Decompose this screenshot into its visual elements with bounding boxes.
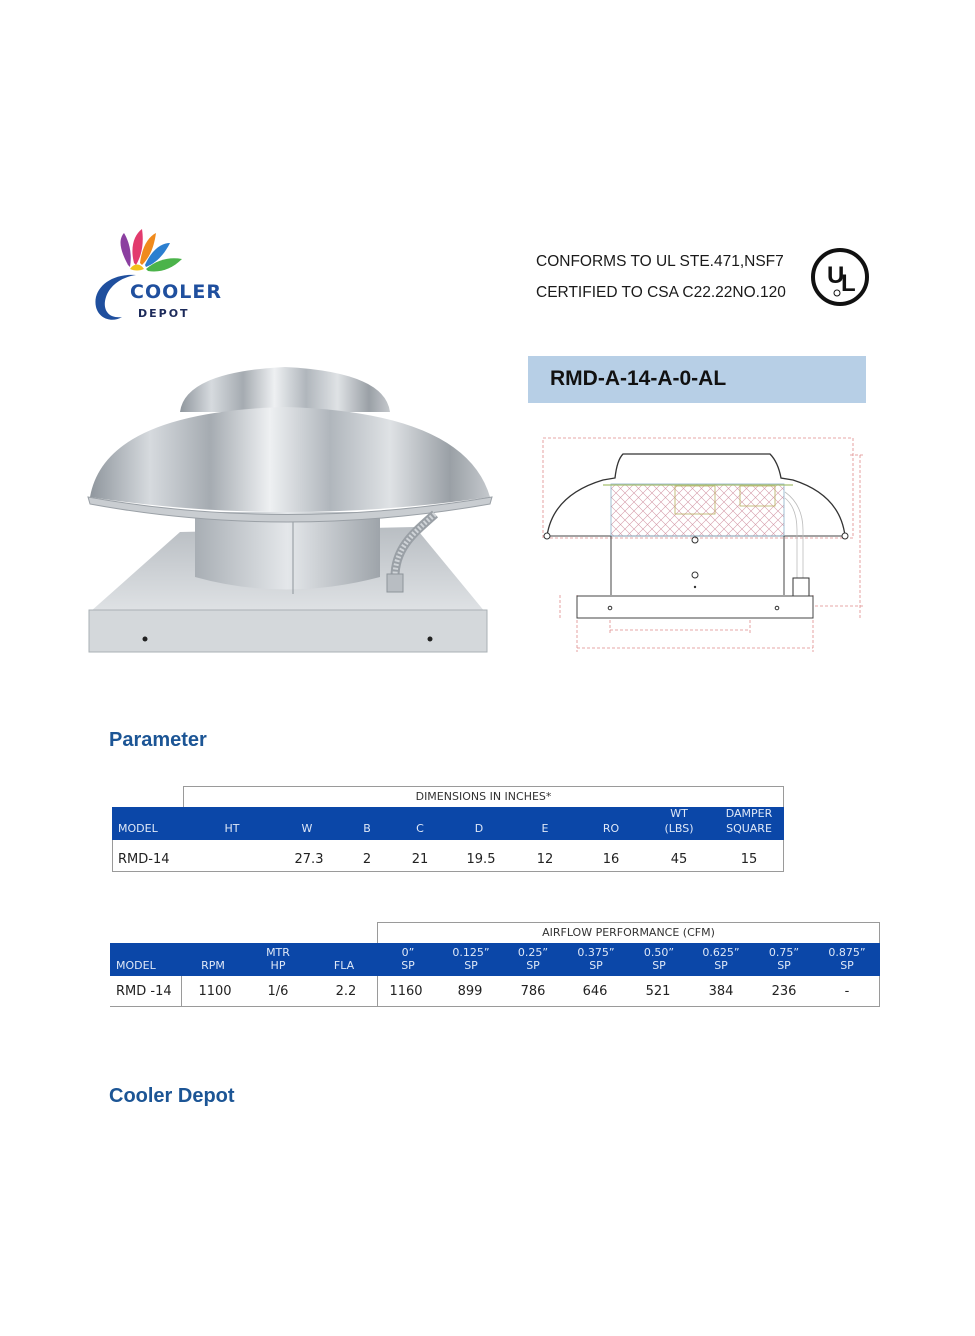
dim-cell-c: 21 — [411, 852, 429, 867]
dim-header-c: C — [416, 822, 424, 835]
perf-header-sp0875-line1: 0.875” — [828, 946, 866, 959]
dim-cell-b: 2 — [362, 852, 372, 867]
perf-cell-sp0125: 899 — [457, 984, 483, 999]
performance-super-header: AIRFLOW PERFORMANCE (CFM) — [377, 922, 880, 944]
perf-header-hp: HP — [270, 959, 286, 972]
perf-header-model: MODEL — [116, 959, 156, 972]
dim-header-damper-line1: DAMPER — [725, 807, 773, 820]
svg-text:U: U — [827, 262, 845, 289]
perf-header-sp0125: SP — [464, 959, 478, 972]
csa-certification-text: CERTIFIED TO CSA C22.22NO.120 — [536, 284, 786, 301]
dim-header-model: MODEL — [118, 822, 158, 835]
perf-cell-sp025: 786 — [520, 984, 546, 999]
perf-cell-sp0625: 384 — [708, 984, 734, 999]
perf-cell-sp0: 1160 — [389, 984, 423, 999]
perf-cell-sp075: 236 — [771, 984, 797, 999]
dim-header-d: D — [474, 822, 484, 835]
perf-cell-fla: 2.2 — [335, 984, 357, 999]
ul-certification-icon — [810, 247, 870, 307]
dim-header-wt-line1: WT — [670, 807, 688, 820]
perf-header-sp050: SP — [652, 959, 666, 972]
parameter-heading: Parameter — [109, 729, 207, 751]
perf-header-sp075: SP — [777, 959, 791, 972]
perf-header-rpm: RPM — [201, 959, 225, 972]
dim-cell-w: 27.3 — [294, 852, 324, 867]
perf-header-fla: FLA — [333, 959, 355, 972]
perf-header-sp0625-line1: 0.625” — [702, 946, 740, 959]
perf-header-sp0375: SP — [589, 959, 603, 972]
dim-header-damper-line2: SQUARE — [726, 822, 772, 835]
cooler-depot-logo — [90, 225, 230, 325]
brand-footer-heading: Cooler Depot — [109, 1085, 235, 1107]
logo-wordmark: COOLER — [130, 281, 222, 303]
perf-header-sp0125-line1: 0.125” — [452, 946, 490, 959]
perf-cell-sp0375: 646 — [582, 984, 608, 999]
perf-cell-hp: 1/6 — [267, 984, 289, 999]
model-number-banner — [528, 356, 866, 403]
dim-header-ht: HT — [224, 822, 240, 835]
perf-header-sp0: SP — [401, 959, 415, 972]
dim-header-e: E — [541, 822, 549, 835]
ul-conformance-text: CONFORMS TO UL STE.471,NSF7 — [536, 253, 784, 270]
perf-cell-rpm: 1100 — [198, 984, 232, 999]
dim-cell-e: 12 — [536, 852, 554, 867]
dimensions-super-header: DIMENSIONS IN INCHES* — [183, 786, 784, 808]
dim-header-b: B — [363, 822, 371, 835]
perf-header-sp0-line1: 0” — [401, 946, 415, 959]
dim-cell-wt: 45 — [670, 852, 688, 867]
perf-header-sp0375-line1: 0.375” — [577, 946, 615, 959]
dim-cell-model: RMD-14 — [118, 852, 170, 867]
perf-header-sp0625: SP — [714, 959, 728, 972]
perf-header-sp025: SP — [526, 959, 540, 972]
dim-header-wt-line2: (LBS) — [664, 822, 694, 835]
perf-header-mtr-line1: MTR — [266, 946, 290, 959]
dim-header-ro: RO — [602, 822, 620, 835]
performance-divider-airflow — [377, 976, 378, 1007]
logo-subtitle: DEPOT — [138, 307, 190, 320]
perf-header-sp0875: SP — [840, 959, 854, 972]
performance-divider-model — [181, 976, 182, 1007]
dim-cell-damper: 15 — [740, 852, 758, 867]
model-number: RMD-A-14-A-0-AL — [550, 367, 727, 390]
dim-cell-ro: 16 — [602, 852, 620, 867]
perf-cell-sp050: 521 — [645, 984, 671, 999]
svg-text:L: L — [841, 270, 856, 297]
technical-drawing — [535, 430, 875, 655]
perf-header-sp075-line1: 0.75” — [768, 946, 800, 959]
dim-cell-d: 19.5 — [466, 852, 496, 867]
perf-header-sp050-line1: 0.50” — [643, 946, 675, 959]
perf-cell-model: RMD -14 — [116, 984, 172, 999]
perf-cell-sp0875: - — [844, 984, 850, 999]
product-photo — [85, 362, 495, 657]
perf-header-sp025-line1: 0.25” — [517, 946, 549, 959]
dim-header-w: W — [301, 822, 313, 835]
